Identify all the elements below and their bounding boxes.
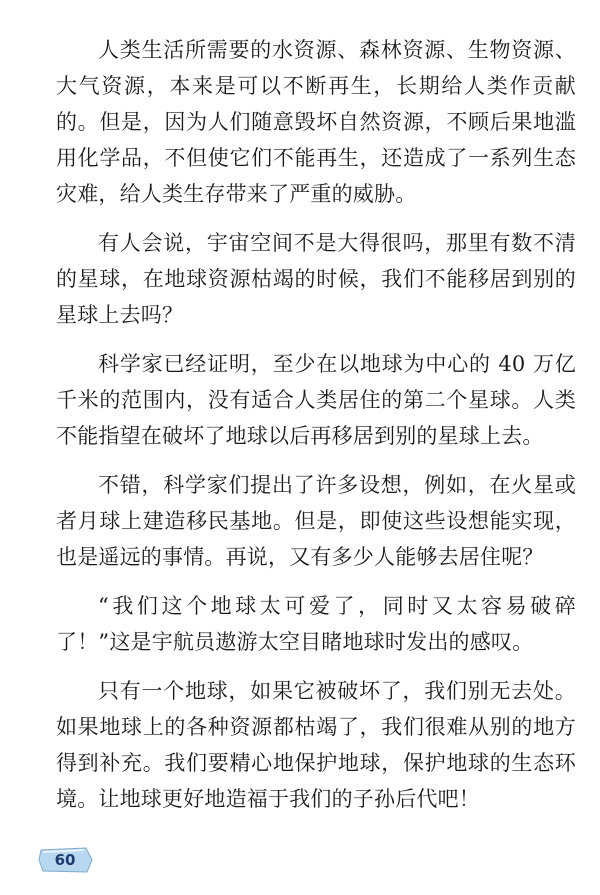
text-body [56, 32, 576, 830]
paragraph-1: 人类生活所需要的水资源、森林资源、生物资源、大气资源，本来是可以不断再生，长期给人类作贡献的。但是，因为人们随意毁坏自然资源，不顾后果地滥用化学品，不但使它们不能再生，还造成了一系列生态灾难，给人类生存带来了严重的威胁。 [56, 38, 576, 206]
paragraph-2: 有人会说，宇宙空间不是大得很吗，那里有数不清的星球，在地球资源枯竭的时候，我们不能移居到别的星球上去吗？ [56, 231, 576, 327]
paragraph-3: 科学家已经证明，至少在以地球为中心的 40 万亿千米的范围内，没有适合人类居住的第二个星球。人类不能指望在破坏了地球以后再移居到别的星球上去。 [56, 352, 576, 448]
page-number-tab [38, 846, 94, 874]
paragraph-6: 只有一个地球，如果它被破坏了，我们别无去处。如果地球上的各种资源都枯竭了，我们很难从别的地方得到补充。我们要精心地保护地球，保护地球的生态环境。让地球更好地造福于我们的子孙后代吧！ [56, 679, 576, 811]
page-number: 60 [54, 851, 76, 869]
paragraph-4: 不错，科学家们提出了许多设想，例如，在火星或者月球上建造移民基地。但是，即使这些设想能实现，也是遥远的事情。再说，又有多少人能够去居住呢？ [56, 473, 576, 569]
paragraph-5: “我们这个地球太可爱了，同时又太容易破碎了！”这是宇航员遨游太空目睹地球时发出的感叹。 [56, 594, 576, 654]
